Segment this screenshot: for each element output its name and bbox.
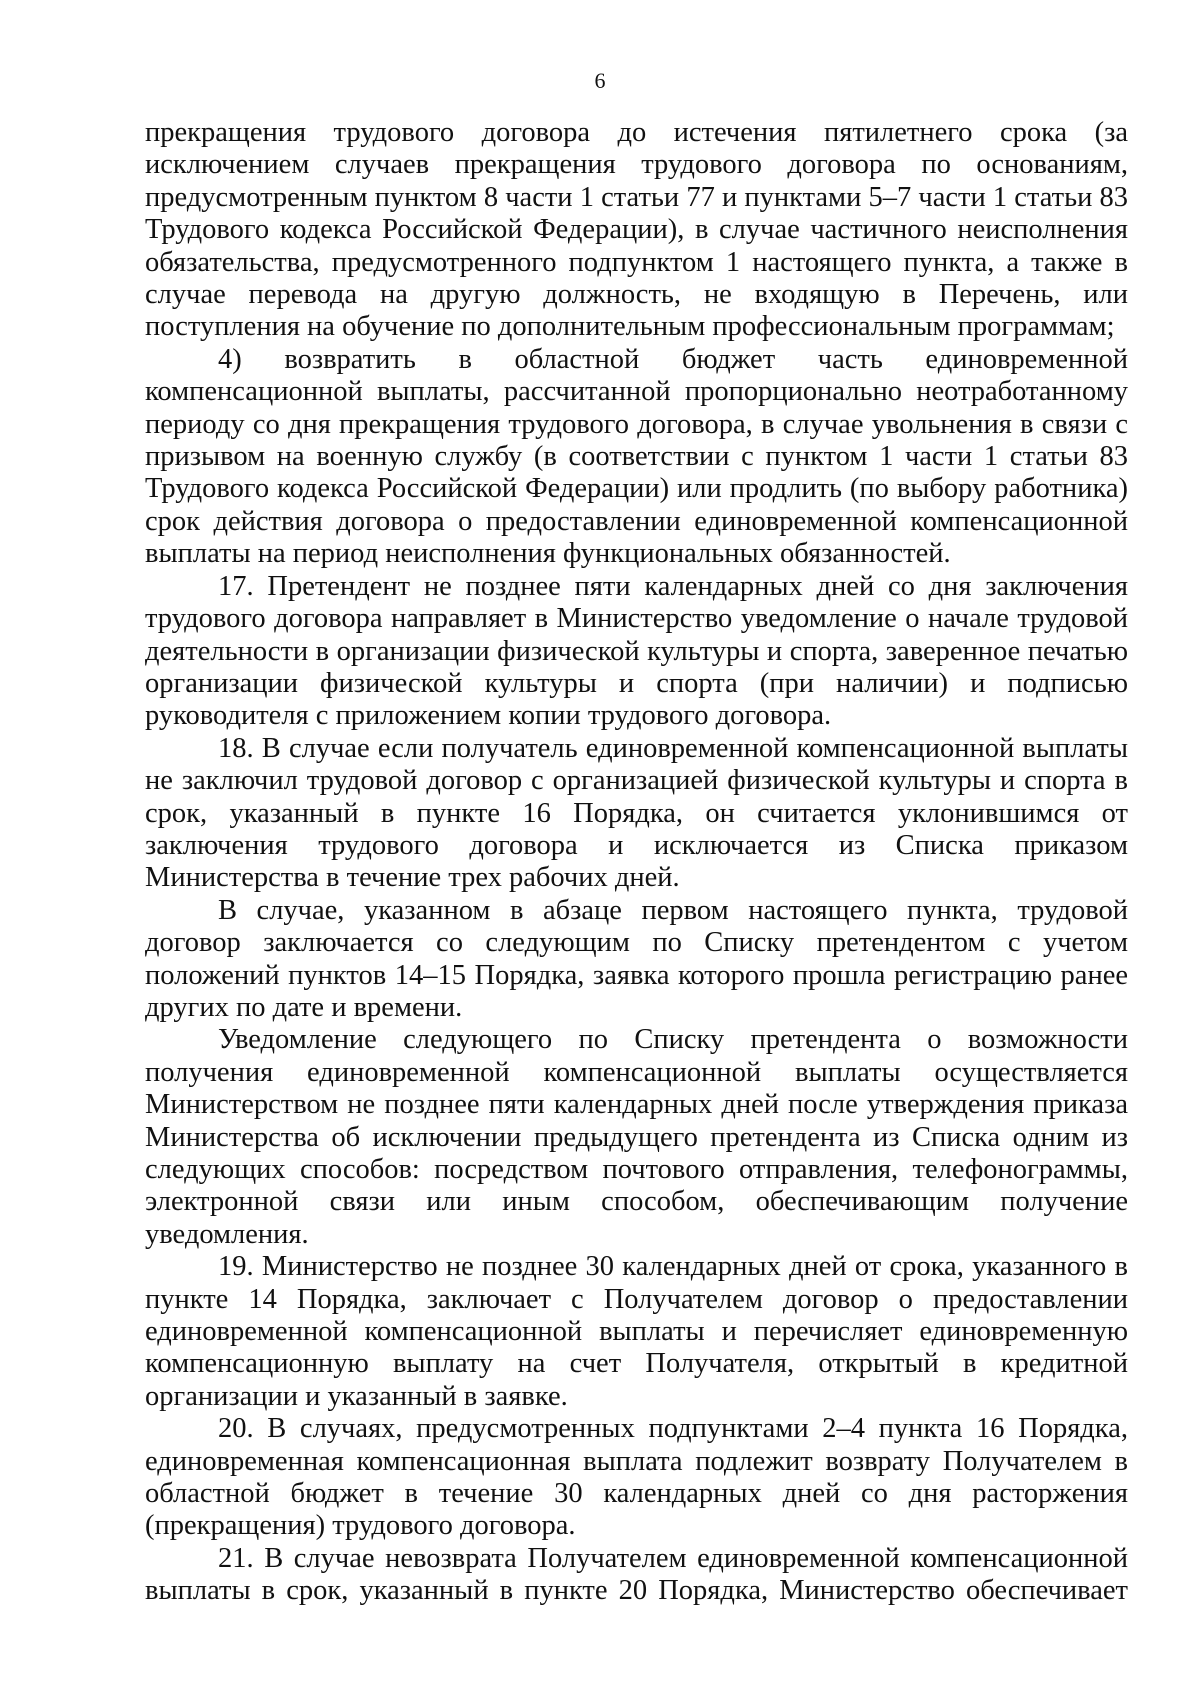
paragraph-item-18: 18. В случае если получатель единовременной компенсационной выплаты не заключил трудовой договор с организацией физической культуры и спорта в срок, указанный в пункте 16 Порядка, он считается уклонившимся от заключения трудового договора и исключается из Списка приказом Министерства в течение трех рабочих дней. bbox=[145, 732, 1128, 894]
paragraph-item-21: 21. В случае невозврата Получателем единовременной компенсационной выплаты в срок, указанный в пункте 20 Порядка, Министерство обеспечивает bbox=[145, 1542, 1128, 1607]
paragraph-item-18-abzac-3: Уведомление следующего по Списку претендента о возможности получения единовременной компенсационной выплаты осуществляется Министерством не позднее пяти календарных дней после утверждения приказа Министерства об исключении предыдущего претендента из Списка одним из следующих способов: посредством почтового отправления, телефонограммы, электронной связи или иным способом, обеспечивающим получение уведомления. bbox=[145, 1024, 1128, 1250]
page-number: 6 bbox=[594, 68, 606, 93]
paragraph-item-18-abzac-2: В случае, указанном в абзаце первом настоящего пункта, трудовой договор заключается со следующим по Списку претендентом с учетом положений пунктов 14–15 Порядка, заявка которого прошла регистрацию ранее других по дате и времени. bbox=[145, 894, 1128, 1023]
paragraph-item-20: 20. В случаях, предусмотренных подпунктами 2–4 пункта 16 Порядка, единовременная компенсационная выплата подлежит возврату Получателем в областной бюджет в течение 30 календарных дней со дня расторжения (прекращения) трудового договора. bbox=[145, 1413, 1128, 1542]
paragraph-item-19: 19. Министерство не позднее 30 календарных дней от срока, указанного в пункте 14 Порядка, заключает с Получателем договор о предоставлении единовременной компенсационной выплаты и перечисляет единовременную компенсационную выплату на счет Получателя, открытый в кредитной организации и указанный в заявке. bbox=[145, 1251, 1128, 1412]
paragraph-item-17: 17. Претендент не позднее пяти календарных дней со дня заключения трудового договора направляет в Министерство уведомление о начале трудовой деятельности в организации физической культуры и спорта, заверенное печатью организации физической культуры и спорта (при наличии) и подписью руководителя с приложением копии трудового договора. bbox=[145, 570, 1128, 732]
paragraph-subitem-4: 4) возвратить в областной бюджет часть единовременной компенсационной выплаты, рассчитанной пропорционально неотработанному периоду со дня прекращения трудового договора, в случае увольнения в связи с призывом на военную службу (в соответствии с пунктом 1 части 1 статьи 83 Трудового кодекса Российской Федерации) или продлить (по выбору работника) срок действия договора о предоставлении единовременной компенсационной выплаты на период неисполнения функциональных обязанностей. bbox=[145, 343, 1128, 570]
paragraph-continuation: прекращения трудового договора до истечения пятилетнего срока (за исключением случаев прекращения трудового договора по основаниям, предусмотренным пунктом 8 части 1 статьи 77 и пунктами 5–7 части 1 статьи 83 Трудового кодекса Российской Федерации), в случае частичного неисполнения обязательства, предусмотренного подпунктом 1 настоящего пункта, а также в случае перевода на другую должность, не входящую в Перечень, или поступления на обучение по дополнительным профессиональным программам; bbox=[145, 117, 1128, 343]
document-body bbox=[145, 117, 1128, 1608]
